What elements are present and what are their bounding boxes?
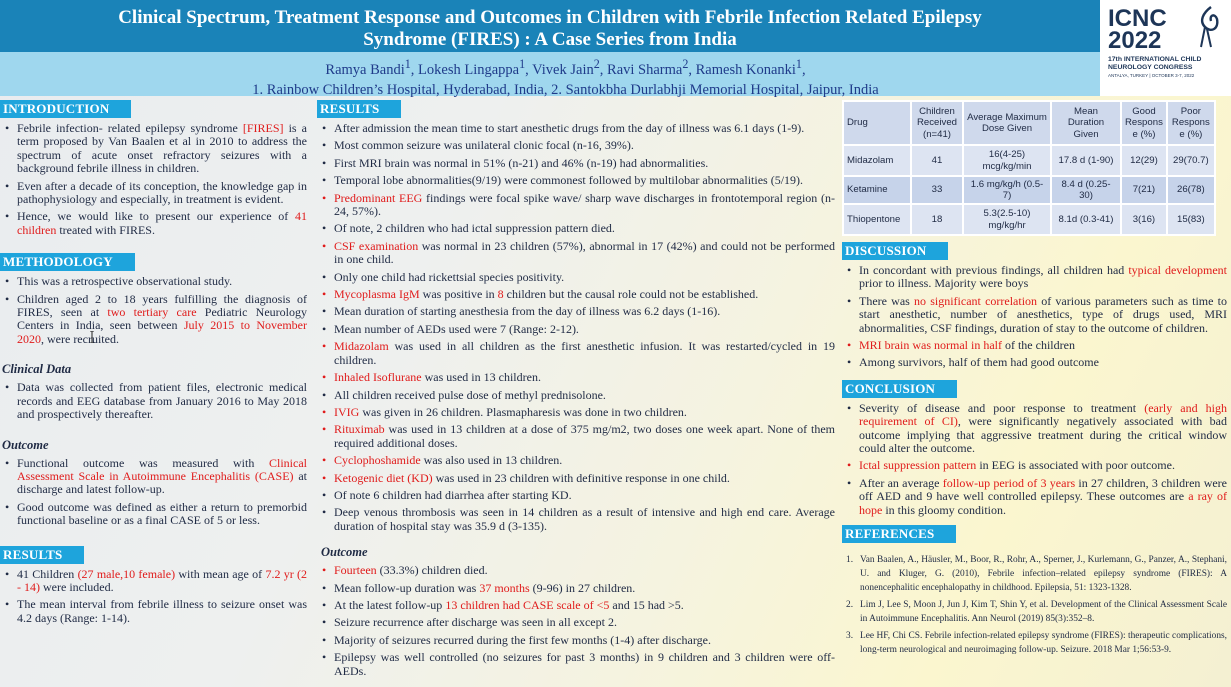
- table-header-row: [843, 101, 1215, 145]
- list-item: • MRI brain was normal in half of the children: [842, 339, 1227, 352]
- logo-location: ANTALYA, TURKEY | OCTOBER 3-7, 2022: [1108, 73, 1195, 78]
- title-line-2: Syndrome (FIRES) : A Case Series from India: [363, 29, 737, 50]
- poster-title: [0, 0, 1100, 52]
- reference-item: 3. Lee HF, Chi CS. Febrile infection-related epilepsy syndrome (FIRES): therapeutic complications, long-term neurological and neuroimaging follow-up. Seizure. 2018 Mar 1;56:53-9.: [842, 629, 1227, 657]
- congress-logo: [1100, 0, 1231, 96]
- outcome-heading: Outcome: [321, 545, 368, 560]
- list-item: • At the latest follow-up 13 children had CASE scale of <5 and 15 had >5.: [317, 599, 835, 612]
- table-cell: 12(29): [1121, 145, 1167, 176]
- table-cell: Ketamine: [843, 176, 911, 204]
- clinical-data-heading: Clinical Data: [2, 362, 72, 377]
- ribbon-icon: [1193, 5, 1225, 49]
- list-item: • Data was collected from patient files, electronic medical records and EEG database from January 2016 to May 2018 and prospectively thereafter.: [0, 381, 310, 421]
- table-cell: 8.1d (0.3-41): [1051, 204, 1121, 235]
- section-introduction: INTRODUCTION: [0, 100, 131, 118]
- middle-column: [317, 100, 835, 682]
- list-item: • Fourteen (33.3%) children died.: [317, 564, 835, 577]
- clinical-data-list: [0, 381, 310, 421]
- author: Ramesh Konanki: [695, 61, 796, 78]
- author-bar: [0, 52, 1231, 96]
- list-item: • Rituximab was used in 13 children at a dose of 375 mg/m2, two doses one week apart. None of them required additional doses.: [317, 423, 835, 450]
- list-item: • Of note 6 children had diarrhea after starting KD.: [317, 489, 835, 502]
- table-cell: Thiopentone: [843, 204, 911, 235]
- list-item: • Temporal lobe abnormalities(9/19) were commonest followed by multilobar abnormalities (5/19).: [317, 174, 835, 187]
- list-item: • Good outcome was defined as either a return to premorbid functional baseline or as a final CASE of 5 or less.: [0, 501, 310, 528]
- intro-list: [0, 122, 310, 237]
- list-item: • IVIG was given in 26 children. Plasmapharesis was done in two children.: [317, 406, 835, 419]
- table-cell: 15(83): [1167, 204, 1215, 235]
- list-item: • All children received pulse dose of methyl prednisolone.: [317, 389, 835, 402]
- section-references: REFERENCES: [842, 525, 956, 543]
- list-item: • Only one child had rickettsial species positivity.: [317, 271, 835, 284]
- list-item: • Predominant EEG findings were focal spike wave/ sharp wave discharges in frontotemporal region (n-24, 57%).: [317, 192, 835, 219]
- author: Lokesh Lingappa: [418, 61, 520, 78]
- section-conclusion: CONCLUSION: [842, 380, 957, 398]
- table-cell: 33: [911, 176, 963, 204]
- list-item: • Even after a decade of its conception, the knowledge gap in pathophysiology and especially, in treatment is evident.: [0, 180, 310, 207]
- methodology-list: [0, 275, 310, 346]
- author: Ramya Bandi: [325, 61, 405, 78]
- conclusion-list: [842, 402, 1227, 517]
- list-item: • Deep venous thrombosis was seen in 14 children as a result of intensive and high end care. Average duration of hospital stay was 35.9 d (3-135).: [317, 506, 835, 533]
- list-item: • Mean number of AEDs used were 7 (Range: 2-12).: [317, 323, 835, 336]
- list-item: • Severity of disease and poor response to treatment (early and high requirement of CI), were significantly negatively associated with bad outcome implying that aggressive treatment during the critical window could alter the outcome.: [842, 402, 1227, 456]
- logo-name: ICNC 2022: [1108, 5, 1167, 54]
- left-column: [0, 100, 310, 629]
- drug-response-table: [842, 100, 1216, 236]
- table-cell: 29(70.7): [1167, 145, 1215, 176]
- list-item: • There was no significant correlation of various parameters such as time to start anesthetic, number of anesthetics, type of drugs used, MRI abnormalities, CSF findings, duration of stay to the outcome of children.: [842, 295, 1227, 335]
- table-cell: 5.3(2.5-10) mg/kg/hr: [963, 204, 1051, 235]
- table-cell: Midazolam: [843, 145, 911, 176]
- table-header: Children Received (n=41): [911, 101, 963, 145]
- table-cell: 41: [911, 145, 963, 176]
- section-results-left: RESULTS: [0, 546, 84, 564]
- outcome-list: [317, 564, 835, 678]
- section-methodology: METHODOLOGY: [0, 253, 135, 271]
- table-header: Good Respons e (%): [1121, 101, 1167, 145]
- table-cell: 8.4 d (0.25-30): [1051, 176, 1121, 204]
- affiliations: 1. Rainbow Children’s Hospital, Hyderabad, India, 2. Santokbha Durlabhji Memorial Hospital, Jaipur, India: [252, 81, 879, 98]
- author: Vivek Jain: [532, 61, 594, 78]
- table-header: Mean Duration Given: [1051, 101, 1121, 145]
- list-item: • Cyclophoshamide was also used in 13 children.: [317, 454, 835, 467]
- discussion-list: [842, 264, 1227, 370]
- list-item: • Majority of seizures recurred during the first few months (1-4) after discharge.: [317, 634, 835, 647]
- table-cell: 1.6 mg/kg/h (0.5-7): [963, 176, 1051, 204]
- results-left-list: [0, 568, 310, 626]
- table-cell: 7(21): [1121, 176, 1167, 204]
- table-cell: 26(78): [1167, 176, 1215, 204]
- list-item: • Among survivors, half of them had good outcome: [842, 356, 1227, 369]
- outcome-method-heading: Outcome: [2, 437, 49, 452]
- author-list: Ramya Bandi$^1$, Lokesh Lingappa$^1$, Vivek Jain$^2$, Ravi Sharma$^2$, Ramesh Konanki$^1$,: [325, 57, 806, 78]
- author: Ravi Sharma: [607, 61, 683, 78]
- list-item: • Midazolam was used in all children as the first anesthetic infusion. It was restarted/cycled in 19 children.: [317, 340, 835, 367]
- reference-item: 2. Lim J, Lee S, Moon J, Jun J, Kim T, Shin Y, et al. Development of the Clinical Assessment Scale in Autoimmune Encephalitis. Ann Neurol (2019) 85(3):352–8.: [842, 598, 1227, 626]
- list-item: • Mycoplasma IgM was positive in 8 children but the causal role could not be established.: [317, 288, 835, 301]
- list-item: • Inhaled Isoflurane was used in 13 children.: [317, 371, 835, 384]
- list-item: • Children aged 2 to 18 years fulfilling the diagnosis of FIRES, seen at two tertiary care Pediatric Neurology Centers in India, seen between July 2015 to November 2020, were recruited.: [0, 293, 310, 347]
- list-item: • Functional outcome was measured with Clinical Assessment Scale in Autoimmune Encephalitis (CASE) at discharge and latest follow-up.: [0, 457, 310, 497]
- table-cell: 16(4-25) mcg/kg/min: [963, 145, 1051, 176]
- reference-item: 1. Van Baalen, A., Häusler, M., Boor, R., Rohr, A., Sperner, J., Kurlemann, G., Panzer, A., Stephani, U. and Kluger, G. (2010), Febrile infection–related epilepsy syndrome (FIRES): A nonencephalitic encephalopathy in childhood. Epilepsia, 51: 1323-1328.: [842, 553, 1227, 595]
- section-results: RESULTS: [317, 100, 401, 118]
- table-row: [843, 145, 1215, 176]
- list-item: • In concordant with previous findings, all children had typical development prior to illness. Majority were boys: [842, 264, 1227, 291]
- results-list: [317, 122, 835, 533]
- list-item: • Mean duration of starting anesthesia from the day of illness was 6.2 days (1-16).: [317, 305, 835, 318]
- table-header: Poor Respons e (%): [1167, 101, 1215, 145]
- table-header: Average Maximum Dose Given: [963, 101, 1051, 145]
- table-cell: 3(16): [1121, 204, 1167, 235]
- list-item: • Seizure recurrence after discharge was seen in all except 2.: [317, 616, 835, 629]
- list-item: • CSF examination was normal in 23 children (57%), abnormal in 17 (42%) and could not be performed in one child.: [317, 240, 835, 267]
- list-item: • This was a retrospective observational study.: [0, 275, 310, 288]
- list-item: • First MRI brain was normal in 51% (n-21) and 46% (n-19) had abnormalities.: [317, 157, 835, 170]
- list-item: • After an average follow-up period of 3 years in 27 children, 3 children were off AED and 9 have well controlled epilepsy. These outcomes are a ray of hope in this gloomy condition.: [842, 477, 1227, 517]
- right-column: [842, 100, 1227, 660]
- list-item: • After admission the mean time to start anesthetic drugs from the day of illness was 6.1 days (1-9).: [317, 122, 835, 135]
- list-item: • Of note, 2 children who had ictal suppression pattern died.: [317, 222, 835, 235]
- list-item: • Ictal suppression pattern in EEG is associated with poor outcome.: [842, 459, 1227, 472]
- list-item: • 41 Children (27 male,10 female) with mean age of 7.2 yr (2 - 14) were included.: [0, 568, 310, 595]
- references-list: [842, 553, 1227, 657]
- outcome-method-list: [0, 457, 310, 528]
- list-item: • Ketogenic diet (KD) was used in 23 children with definitive response in one child.: [317, 472, 835, 485]
- text-cursor-icon: [89, 331, 95, 343]
- table-row: [843, 176, 1215, 204]
- table-row: [843, 204, 1215, 235]
- list-item: • Most common seizure was unilateral clonic focal (n-16, 39%).: [317, 139, 835, 152]
- title-line-1: Clinical Spectrum, Treatment Response and Outcomes in Children with Febrile Infection Related Epilepsy: [118, 7, 982, 28]
- list-item: • The mean interval from febrile illness to seizure onset was 4.2 days (Range: 1-14).: [0, 598, 310, 625]
- section-discussion: DISCUSSION: [842, 242, 948, 260]
- logo-subtitle: 17th INTERNATIONAL CHILD NEUROLOGY CONGRESS: [1108, 56, 1202, 71]
- table-cell: 18: [911, 204, 963, 235]
- list-item: • Febrile infection- related epilepsy syndrome [FIRES] is a term proposed by Van Baalen et al in 2010 to address the spectrum of acute onset refractory seizures with a background febrile illness in children.: [0, 122, 310, 176]
- list-item: • Epilepsy was well controlled (no seizures for past 3 months) in 9 children and 3 children were off-AEDs.: [317, 651, 835, 678]
- table-header: Drug: [843, 101, 911, 145]
- list-item: • Hence, we would like to present our experience of 41 children treated with FIRES.: [0, 210, 310, 237]
- list-item: • Mean follow-up duration was 37 months (9-96) in 27 children.: [317, 582, 835, 595]
- table-cell: 17.8 d (1-90): [1051, 145, 1121, 176]
